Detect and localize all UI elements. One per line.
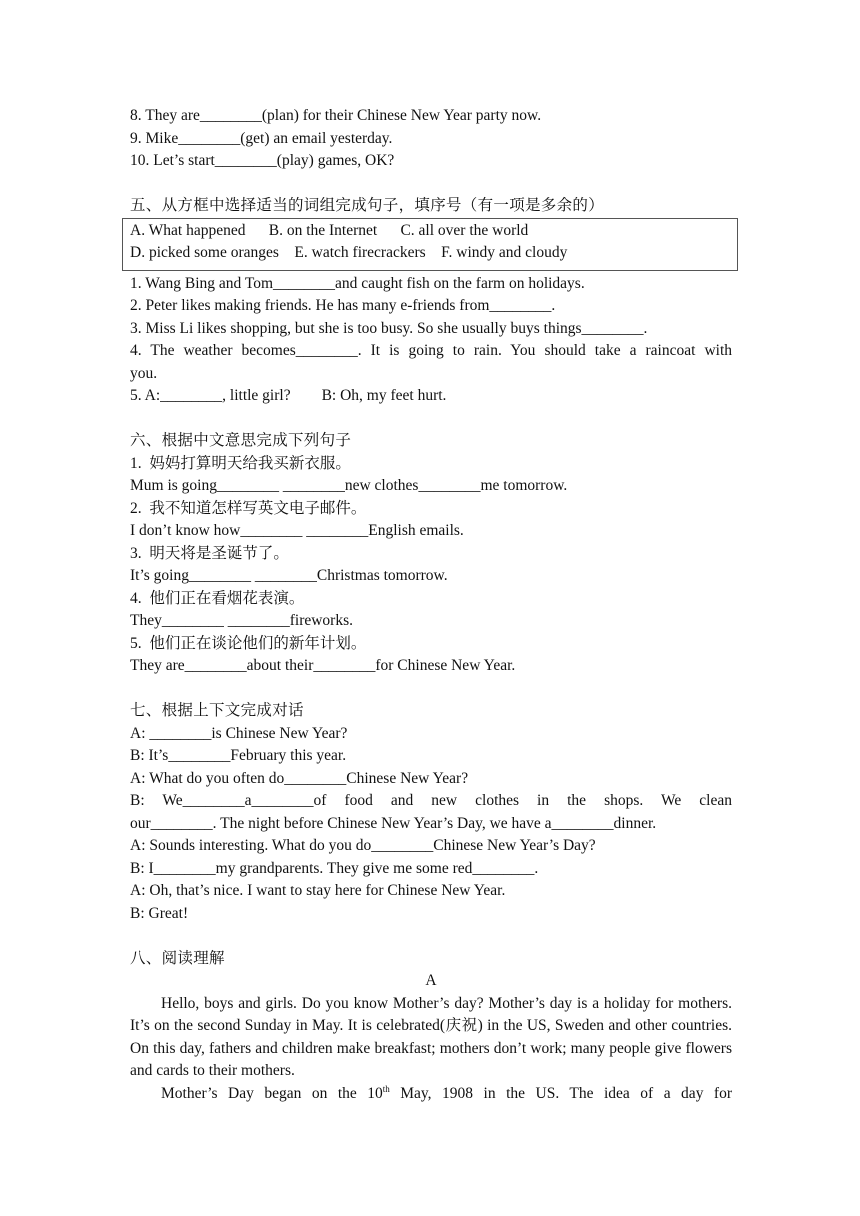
chinese-prompt: 5. 他们正在谈论他们的新年计划。 xyxy=(130,634,367,652)
dialogue-line: B: We________a________of food and new clothes in the shops. We clean xyxy=(130,792,732,809)
exercise-line: 10. Let’s start________(play) games, OK? xyxy=(130,152,395,169)
exercise-line: 3. Miss Li likes shopping, but she is too busy. So she usually buys things________. xyxy=(130,319,648,337)
chinese-prompt: 2. 我不知道怎样写英文电子邮件。 xyxy=(130,499,367,517)
passage-label: A xyxy=(425,972,437,989)
exercise-line: 9. Mike________(get) an email yesterday. xyxy=(130,129,393,147)
exercise-line: 8. They are________(plan) for their Chinese New Year party now. xyxy=(130,107,542,124)
word-box-row: A. What happened B. on the Internet C. all over the world xyxy=(130,221,529,239)
english-blank-line: Mum is going________ ________new clothes________me tomorrow. xyxy=(130,477,568,494)
section4-tail xyxy=(130,105,732,173)
exercise-line: 1. Wang Bing and Tom________and caught fish on the farm on holidays. xyxy=(130,274,585,292)
english-blank-line: I don’t know how________ ________English emails. xyxy=(130,522,464,539)
english-blank-line: They are________about their________for Chinese New Year. xyxy=(130,657,516,674)
english-blank-line: They________ ________fireworks. xyxy=(130,612,353,629)
exercise-line: 2. Peter likes making friends. He has many e-friends from________. xyxy=(130,297,556,314)
section6 xyxy=(130,430,732,678)
word-box-row: D. picked some oranges E. watch firecrackers F. windy and cloudy xyxy=(130,244,568,261)
dialogue-line: B: It’s________February this year. xyxy=(130,747,347,764)
english-blank-line: It’s going________ ________Christmas tomorrow. xyxy=(130,567,448,584)
dialogue-line: our________. The night before Chinese New Year’s Day, we have a________dinner. xyxy=(130,814,657,832)
section8 xyxy=(130,948,732,1106)
exercise-line: 5. A:________, little girl? B: Oh, my feet hurt. xyxy=(130,387,447,404)
section-heading: 八、阅读理解 xyxy=(130,949,225,967)
paragraph-text: Mother’s Day began on the 10 xyxy=(161,1084,383,1102)
section5 xyxy=(130,195,732,408)
dialogue-line: A: Oh, that’s nice. I want to stay here for Chinese New Year. xyxy=(130,882,506,899)
dialogue-line: A: What do you often do________Chinese New Year? xyxy=(130,769,469,787)
passage-paragraph: Hello, boys and girls. Do you know Mother’s day? Mother’s day is a holiday for mothers. It’s on the second Sunday in May. It is celebrated(庆祝) in the US, Sweden and other countries. On this day, fathers and children make breakfast; mothers don’t work; many people give flowers and cards to their mothers. xyxy=(130,994,732,1079)
passage-paragraph xyxy=(130,1083,732,1106)
chinese-prompt: 1. 妈妈打算明天给我买新衣服。 xyxy=(130,454,351,472)
section-heading: 六、根据中文意思完成下列句子 xyxy=(130,432,352,449)
dialogue-line: B: Great! xyxy=(130,904,189,922)
superscript: th xyxy=(382,1083,390,1094)
exercise-line: you. xyxy=(130,364,158,382)
worksheet-content xyxy=(130,105,732,1105)
word-box xyxy=(122,218,738,271)
section7 xyxy=(130,700,732,925)
dialogue-line: A: ________is Chinese New Year? xyxy=(130,724,348,742)
chinese-prompt: 3. 明天将是圣诞节了。 xyxy=(130,544,289,562)
section-heading: 七、根据上下文完成对话 xyxy=(130,702,304,719)
chinese-prompt: 4. 他们正在看烟花表演。 xyxy=(130,589,305,607)
dialogue-line: B: I________my grandparents. They give me some red________. xyxy=(130,859,539,877)
dialogue-line: A: Sounds interesting. What do you do________Chinese New Year’s Day? xyxy=(130,837,596,854)
section-heading: 五、从方框中选择适当的词组完成句子，填序号（有一项是多余的） xyxy=(130,197,605,214)
exercise-line: 4. The weather becomes________. It is going to rain. You should take a raincoat with xyxy=(130,342,732,359)
paragraph-text: May, 1908 in the US. The idea of a day for xyxy=(389,1084,733,1102)
